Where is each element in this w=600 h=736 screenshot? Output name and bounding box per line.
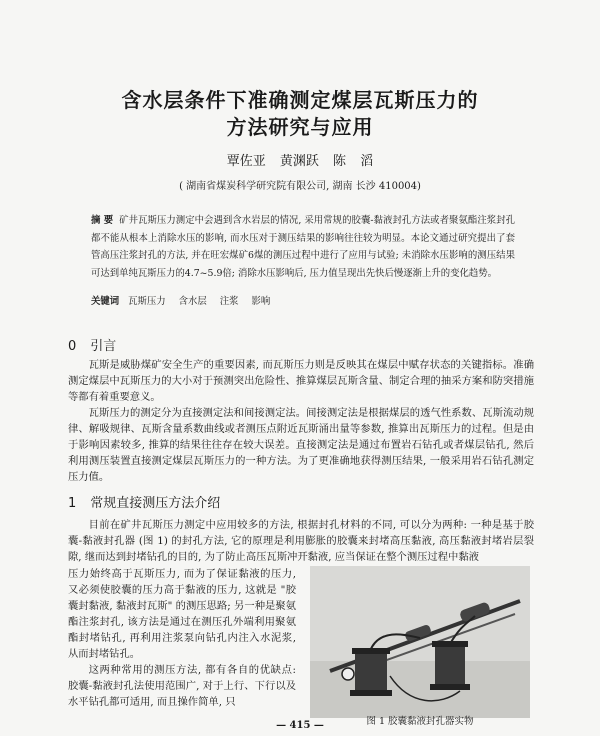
section-heading-introduction <box>68 335 116 354</box>
paragraph: 目前在矿井瓦斯压力测定中应用较多的方法, 根据封孔材料的不同, 可以分为两种: 一种是基于胶囊-黏液封孔器 (图 1) 的封孔方法, 它的原理是利用膨胀的胶囊来封堵高压黏液, 高压黏液封堵岩层裂隙, 继而达到封堵钻孔的目的, 为了防止高压瓦斯冲开黏液, 应当保证在整个测压过程中黏液 <box>68 519 534 563</box>
section-title: 引言 <box>90 339 117 354</box>
keywords <box>91 293 515 307</box>
paragraph: 瓦斯是威胁煤矿安全生产的重要因素, 而瓦斯压力则是反映其在煤层中赋存状态的关键指标。准确测定煤层中瓦斯压力的大小对于预测突出危险性、推算煤层瓦斯含量、制定合理的抽采方案和防突措施等都有着重要意义。 <box>68 359 534 403</box>
keyword: 含水层 <box>178 296 207 307</box>
section-title: 常规直接测压方法介绍 <box>90 496 221 511</box>
paragraph: 瓦斯压力的测定分为直接测定法和间接测定法。间接测定法是根据煤层的透气性系数、瓦斯流动规律、解吸规律、瓦斯含量系数曲线或者测压点附近瓦斯涌出量等参数, 推算出瓦斯压力的过程。但是由于影响因素较多, 推算的结果往往存在较大误差。直接测定法是通过布置岩石钻孔或者煤层钻孔, 然后利用测压装置直接测定煤层瓦斯压力的一种方法。为了更准确地获得测压结果, 一般采用岩石钻孔测定压力值。 <box>68 407 534 483</box>
paragraph: 这两种常用的测压方法, 都有各自的优缺点: 胶囊-黏液封孔法使用范围广, 对于上行、下行以及水平钻孔都可适用, 而且操作简单, 只 <box>68 664 296 708</box>
authors: 覃佐亚 黄渊跃 陈 滔 <box>226 154 374 169</box>
section-number: 1 <box>68 496 77 511</box>
abstract-label: 摘 要 <box>91 215 114 226</box>
keywords-label: 关键词 <box>91 296 120 307</box>
figure-sealing-device-photo <box>310 566 530 718</box>
section-number: 0 <box>68 339 77 354</box>
paper-title-line-2: 方法研究与应用 <box>226 115 374 139</box>
abstract-text: 矿井瓦斯压力测定中会遇到含水岩层的情况, 采用常规的胶囊-黏液封孔方法或者聚氨酯注浆封孔都不能从根本上消除水压的影响, 而水压对于测压结果的影响往往较为明显。本论文通过研究提出了套管高压注浆封孔的方法, 并在旺宏煤矿6煤的测压过程中进行了应用与试验; 未消除水压影响的测压结果可达到单纯瓦斯压力的4.7~5.9倍; 消除水压影响后, 压力值呈现出先快后慢逐渐上升的变化趋势。 <box>91 215 515 279</box>
keyword: 注浆 <box>219 296 239 307</box>
paragraph: 压力始终高于瓦斯压力, 而为了保证黏液的压力, 又必须使胶囊的压力高于黏液的压力, 这就是 "胶囊封黏液, 黏液封瓦斯" 的测压思路; 另一种是聚氨酯注浆封孔, 该方法是通过在测压孔外端利用聚氨酯封堵钻孔, 再利用注浆泵向钻孔内注入水泥浆, 从而封堵钻孔。 <box>68 568 296 660</box>
figure-caption: 图 1 胶囊黏液封孔器实物 <box>366 716 474 727</box>
affiliation: ( 湖南省煤炭科学研究院有限公司, 湖南 长沙 410004) <box>179 181 421 192</box>
section-heading-methods <box>68 492 220 511</box>
abstract <box>91 212 515 282</box>
keyword: 瓦斯压力 <box>128 296 166 307</box>
keyword: 影响 <box>251 296 271 307</box>
page-number: — 415 — <box>276 720 324 731</box>
paper-title-line-1: 含水层条件下准确测定煤层瓦斯压力的 <box>121 88 479 112</box>
